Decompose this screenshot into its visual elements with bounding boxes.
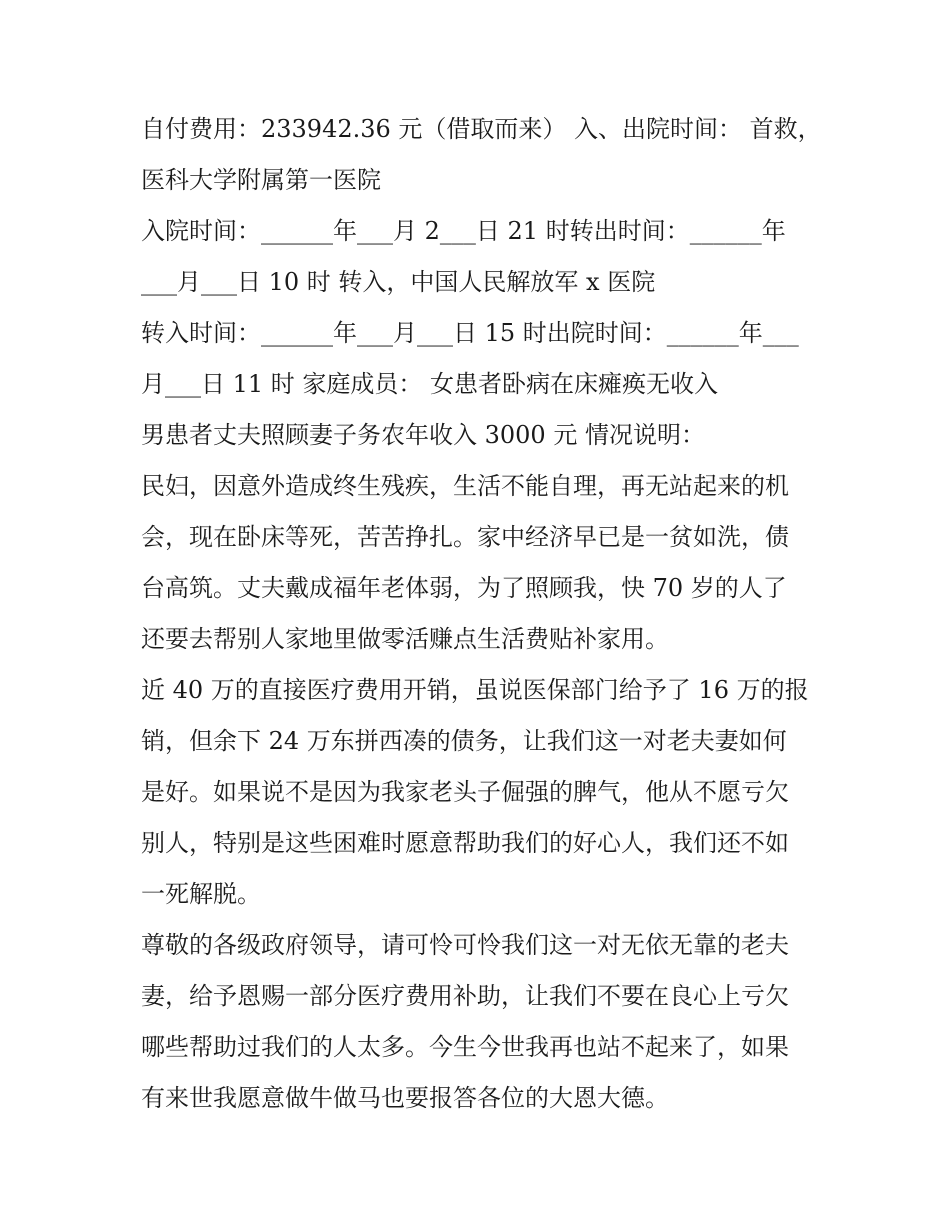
text-line: 有来世我愿意做牛做马也要报答各位的大恩大德。 [141,1084,669,1112]
text-line: 一死解脱。 [141,880,261,908]
text-line: 销，但余下 24 万东拼西凑的债务，让我们这一对老夫妻如何 [141,727,787,755]
text-line: 别人，特别是这些困难时愿意帮助我们的好心人，我们还不如 [141,829,789,857]
text-line: 入院时间：______年___月 2___日 21 时转出时间：______年 [141,217,786,245]
text-line: 医科大学附属第一医院 [141,166,381,194]
text-line: 转入时间：______年___月___日 15 时出院时间：______年___ [141,319,799,347]
text-line: 妻，给予恩赐一部分医疗费用补助，让我们不要在良心上亏欠 [141,982,789,1010]
text-line: 自付费用：233942.36 元（借取而来） 入、出院时间： 首救， [141,115,822,143]
text-line: 近 40 万的直接医疗费用开销，虽说医保部门给予了 16 万的报 [141,676,809,704]
text-line: 民妇，因意外造成终生残疾，生活不能自理，再无站起来的机 [141,472,789,500]
text-line: 月___日 11 时 家庭成员： 女患者卧病在床瘫痪无收入 [141,370,719,398]
text-line: 会，现在卧床等死，苦苦挣扎。家中经济早已是一贫如洗，债 [141,523,789,551]
text-line: 男患者丈夫照顾妻子务农年收入 3000 元 情况说明： [141,421,705,449]
text-line: 还要去帮别人家地里做零活赚点生活费贴补家用。 [141,625,669,653]
text-line: ___月___日 10 时 转入，中国人民解放军 x 医院 [141,268,656,296]
text-line: 尊敬的各级政府领导，请可怜可怜我们这一对无依无靠的老夫 [141,931,789,959]
text-line: 是好。如果说不是因为我家老头子倔强的脾气，他从不愿亏欠 [141,778,789,806]
text-line: 哪些帮助过我们的人太多。今生今世我再也站不起来了，如果 [141,1033,789,1061]
text-line: 台高筑。丈夫戴成福年老体弱，为了照顾我，快 70 岁的人了 [141,574,787,602]
